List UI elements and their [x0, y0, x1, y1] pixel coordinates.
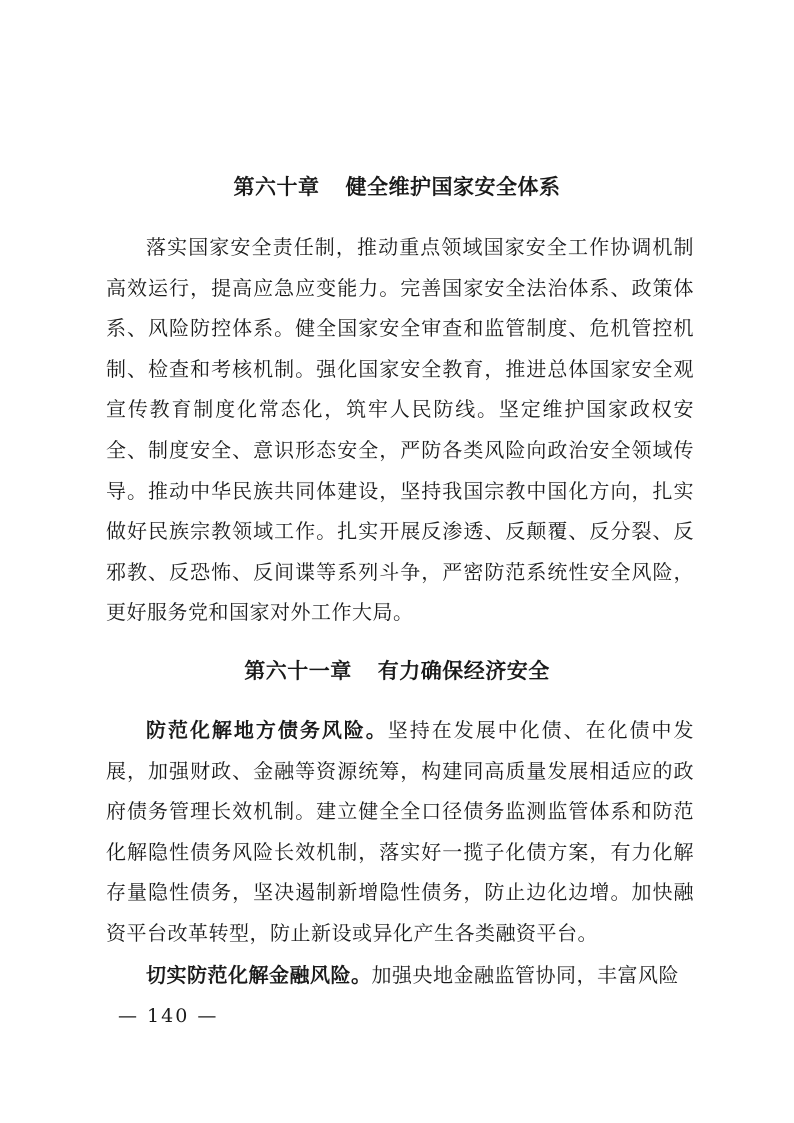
chapter-61-number: 第六十一章	[244, 659, 352, 683]
paragraph-text: 坚持在发展中化债、在化债中发展，加强财政、金融等资源统筹，构建同高质量发展相适应的政府债务管理长效机制。建立健全全口径债务监测监管体系和防范化解隐性债务风险长效机制，落实好一揽子化债方案，有力化解存量隐性债务，坚决遏制新增隐性债务，防止边化边增。加快融资平台改革转型，防止新设或异化产生各类融资平台。	[106, 718, 695, 945]
paragraph-lead-heading: 切实防范化解金融风险。	[146, 963, 372, 987]
paragraph-lead-heading: 防范化解地方债务风险。	[146, 718, 388, 742]
chapter-61-paragraph-1	[106, 710, 694, 954]
chapter-60-heading	[0, 172, 794, 202]
chapter-61-heading	[0, 656, 794, 686]
paragraph-text: 落实国家安全责任制，推动重点领域国家安全工作协调机制高效运行，提高应急应变能力。完善国家安全法治体系、政策体系、风险防控体系。健全国家安全审查和监管制度、危机管控机制、检查和考核机制。强化国家安全教育，推进总体国家安全观宣传教育制度化常态化，筑牢人民防线。坚定维护国家政权安全、制度安全、意识形态安全，严防各类风险向政治安全领域传导。推动中华民族共同体建设，坚持我国宗教中国化方向，扎实做好民族宗教领域工作。扎实开展反渗透、反颠覆、反分裂、反邪教、反恐怖、反间谍等系列斗争，严密防范系统性安全风险，更好服务党和国家对外工作大局。	[106, 235, 694, 625]
chapter-61-title: 有力确保经济安全	[377, 659, 550, 683]
page-number: — 140 —	[118, 1005, 219, 1027]
chapter-61-paragraph-2	[106, 955, 694, 996]
chapter-60-number: 第六十章	[233, 175, 320, 199]
paragraph-text: 加强央地金融监管协同，丰富风险	[371, 963, 679, 987]
chapter-60-title: 健全维护国家安全体系	[345, 175, 561, 199]
chapter-60-paragraph-1	[106, 227, 694, 633]
